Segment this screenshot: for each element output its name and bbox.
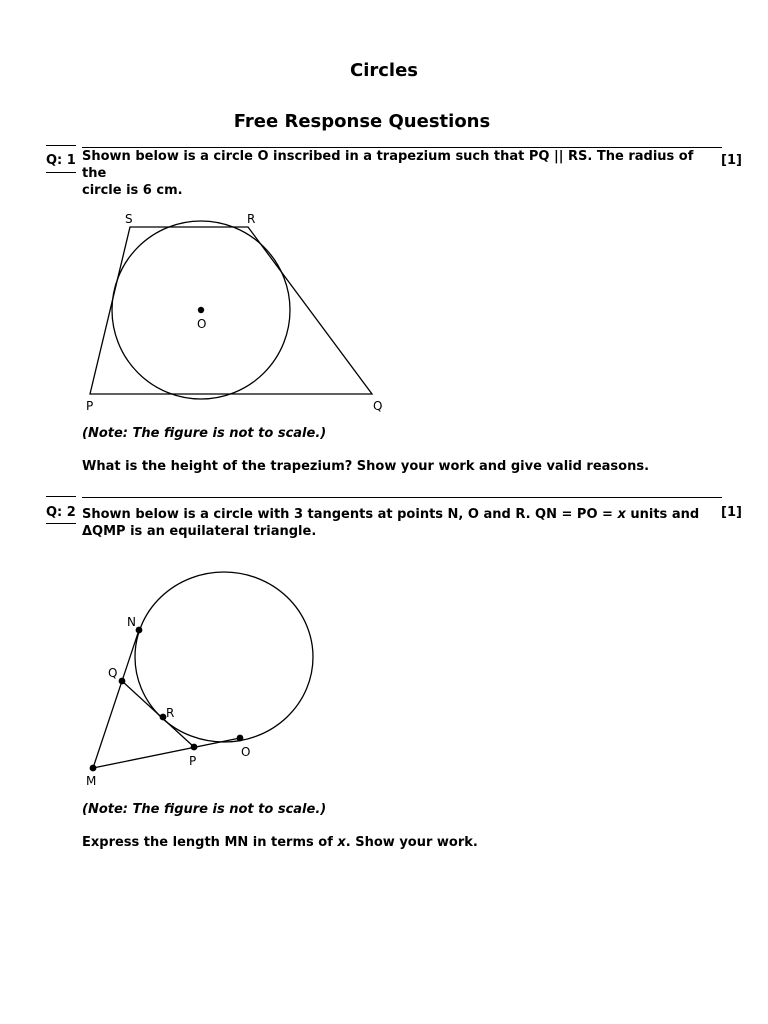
point-n [136,627,143,634]
q1-rule-left-top [46,145,76,146]
q1-label: Q: 1 [46,153,76,168]
trapezium-shape [90,227,372,394]
point-p [191,744,198,751]
q2-stem-line1 [82,506,722,523]
q2-prompt-text-a: Express the length MN in terms of [82,835,338,850]
q2-rule-left-top [46,496,76,497]
q1-note: (Note: The figure is not to scale.) [82,426,327,441]
q1-marks: [1] [721,153,742,168]
label-o: O [197,317,207,331]
q2-prompt-text-b: . Show your work. [345,835,478,850]
q2-stem-text-a: Shown below is a circle with 3 tangents at points N, O and R. QN = PO = [82,507,618,522]
q1-figure [80,205,400,420]
label-r: R [247,212,256,226]
q2-prompt-var: x [337,835,346,850]
q2-stem-var: x [617,507,626,522]
q2-note: (Note: The figure is not to scale.) [82,802,327,817]
q1-stem-line2: circle is 6 cm. [82,183,183,198]
label-m: M [86,774,97,788]
label-o2: O [241,745,251,759]
label-n: N [127,615,136,629]
q2-label: Q: 2 [46,505,76,520]
page-title: Circles [349,60,419,81]
section-title: Free Response Questions [233,111,491,132]
q2-stem [82,506,722,540]
q1-prompt: What is the height of the trapezium? Show your work and give valid reasons. [82,459,650,474]
center-point [198,307,204,313]
tangent-line-mn [93,630,139,768]
q2-figure [80,565,330,795]
point-o [237,735,244,742]
q2-marks: [1] [721,505,742,520]
label-q2: Q [108,666,118,680]
q2-prompt [82,835,478,850]
q1-stem-line1: Shown below is a circle O inscribed in a trapezium such that PQ || RS. The radius of the [82,149,694,181]
tangent-line-mo [93,738,240,768]
tangent-line-qp [122,681,194,747]
point-q [119,678,126,685]
q2-rule-left-bottom [46,523,76,524]
q2-stem-text-b: units and [625,507,700,522]
q1-rule-left-bottom [46,172,76,173]
label-p: P [86,399,94,413]
label-p2: P [189,754,197,768]
point-m [90,765,97,772]
q2-stem-line2: ΔQMP is an equilateral triangle. [82,524,317,539]
label-s: S [125,212,133,226]
q1-stem [82,148,722,199]
q2-rule-top [82,497,722,498]
label-q: Q [373,399,383,413]
label-r2: R [166,706,175,720]
